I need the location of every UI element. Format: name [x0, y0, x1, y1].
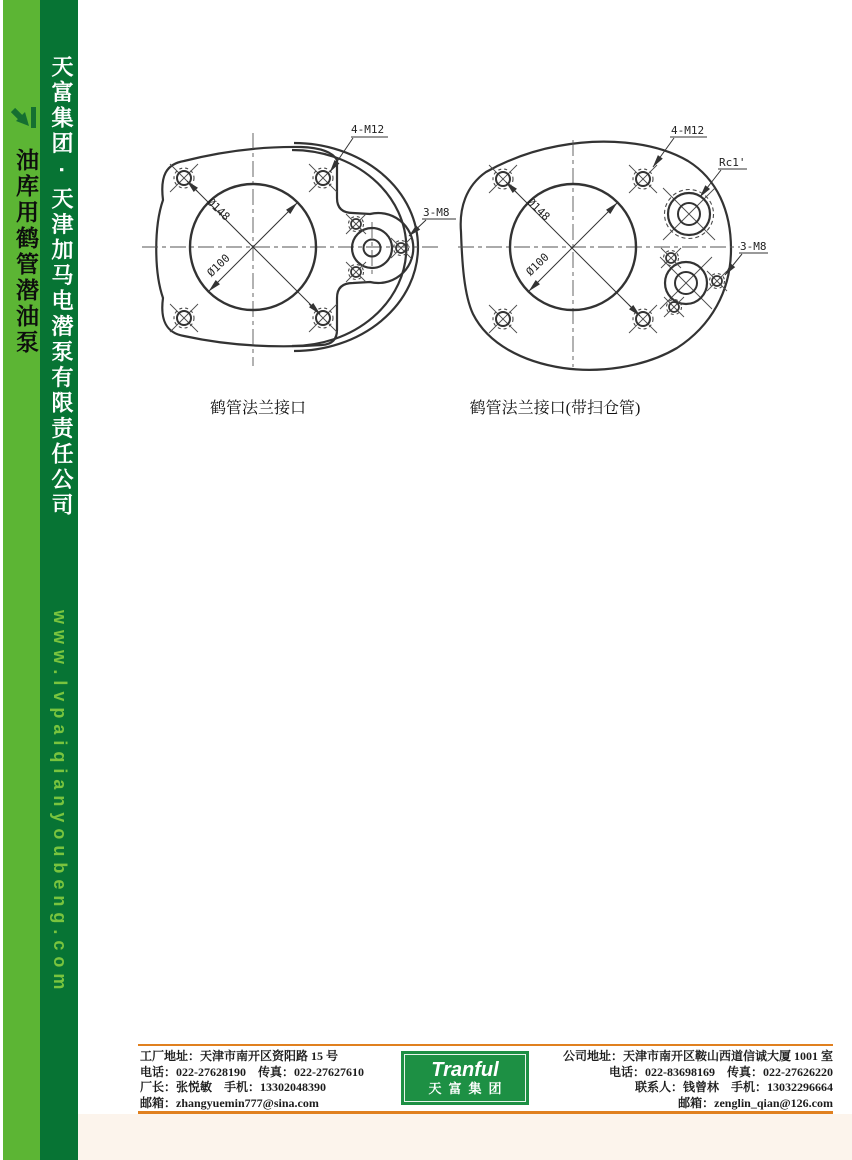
- rc1-port: [663, 188, 715, 240]
- m8-hole: [346, 214, 366, 234]
- label-rc1: Rc1': [719, 156, 746, 169]
- factory-email: 邮箱：zhangyuemin777@sina.com: [140, 1095, 319, 1110]
- m8-hole: [346, 262, 366, 282]
- caption-right: 鹤管法兰接口(带扫仓管): [469, 400, 641, 417]
- label-3-m8: 3-M8: [423, 206, 450, 219]
- page-bottom-tint: [78, 1114, 852, 1160]
- tranful-logo: [401, 1051, 529, 1105]
- label-4-m12: 4-M12: [351, 123, 385, 136]
- factory-director: 厂长：张悦敏 手机：13302048390: [140, 1080, 327, 1094]
- sidebar-product-name: 油库用鹤管潜油泵: [13, 148, 39, 356]
- footer-factory-contact: [140, 1049, 364, 1111]
- side-port: [352, 222, 392, 274]
- label-4-m12: 4-M12: [671, 124, 705, 137]
- flange-body-outline: [461, 142, 731, 370]
- footer-company-contact: [563, 1049, 833, 1111]
- company-email: 邮箱：zenglin_qian@126.com: [678, 1095, 833, 1110]
- company-phone-fax: 电话：022-83698169 传真：022-27626220: [609, 1064, 833, 1079]
- dim-label-bore: Ø100: [523, 250, 552, 279]
- bolt-hole: [629, 165, 657, 193]
- sidebar-website-url: www.lvpaiqianyoubeng.com: [50, 610, 70, 996]
- m8-hole: [707, 271, 727, 291]
- caption-left: 鹤管法兰接口: [209, 400, 306, 417]
- bolt-hole: [309, 304, 337, 332]
- footer-rule-top: [138, 1044, 833, 1046]
- dim-label-bore: Ø100: [204, 251, 233, 280]
- dim-label-bolt-circle: Ø148: [204, 195, 233, 224]
- flange-drawing-right: [448, 103, 772, 379]
- bolt-hole: [489, 305, 517, 333]
- tranful-logo-en: Tranful: [431, 1059, 499, 1081]
- arrow-logo-icon: [6, 102, 38, 138]
- bolt-hole: [170, 304, 198, 332]
- m8-hole: [391, 238, 411, 258]
- factory-address: 工厂地址：天津市南开区资阳路 15 号: [140, 1049, 339, 1063]
- footer-rule-bottom: [138, 1111, 833, 1114]
- company-contact-person: 联系人：钱曾林 手机：13032296664: [634, 1080, 833, 1094]
- m8-hole: [661, 248, 681, 268]
- factory-phone-fax: 电话：022-27628190 传真：022-27627610: [140, 1064, 364, 1079]
- dim-label-bolt-circle: Ø148: [524, 195, 553, 224]
- label-3-m8: 3-M8: [740, 240, 767, 253]
- tranful-logo-cn: 天富集团: [428, 1081, 509, 1096]
- flange-drawing-left: [138, 103, 460, 379]
- sidebar-company-name: 天富集团 · 天津加马电潜泵有限责任公司: [49, 55, 74, 519]
- company-address: 公司地址：天津市南开区鞍山西道信诚大厦 1001 室: [562, 1049, 833, 1063]
